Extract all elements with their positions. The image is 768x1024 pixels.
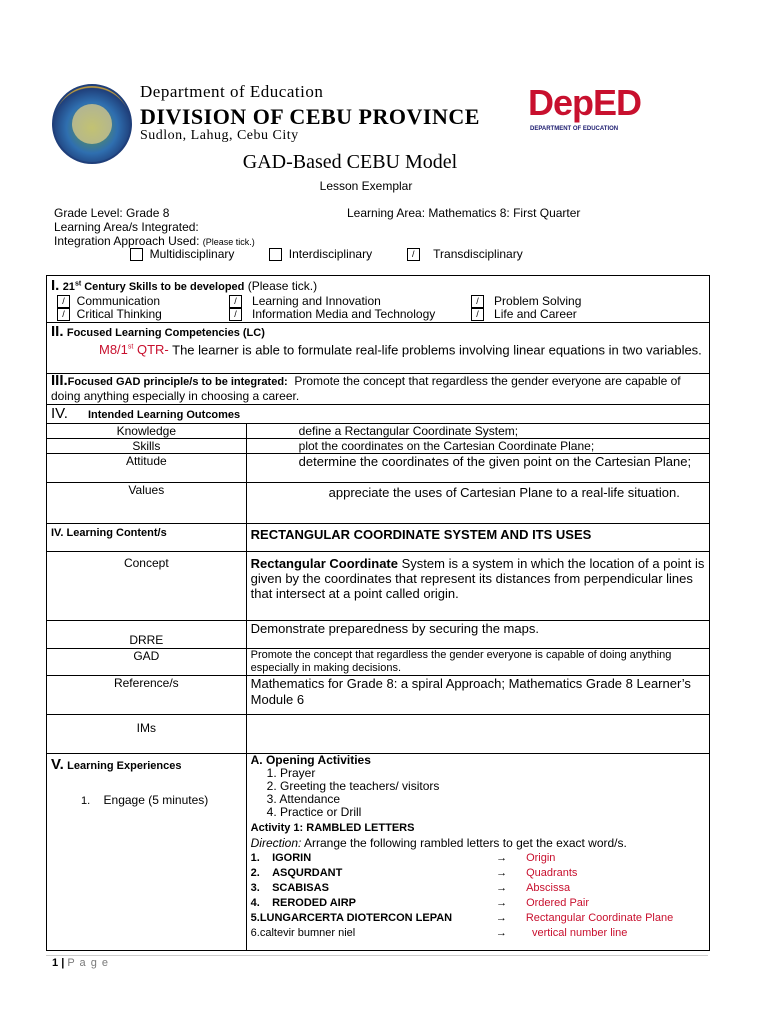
outcome-text: determine the coordinates of the given point on the Cartesian Plane;: [246, 454, 709, 483]
concept-label: Concept: [47, 552, 247, 621]
outcome-text: define a Rectangular Coordinate System;: [246, 424, 709, 439]
checkbox-info-media-tech[interactable]: /: [229, 308, 242, 321]
learning-area: Learning Area: Mathematics 8: First Quarter: [347, 206, 581, 220]
gad-text: Promote the concept that regardless the gender everyone is capable of doing anything especially in making decisions.: [246, 649, 709, 676]
outcome-label: Knowledge: [47, 424, 247, 439]
footer-divider: [46, 955, 708, 956]
drre-text: Demonstrate preparedness by securing the maps.: [246, 621, 709, 649]
approach-options: Multidisciplinary Interdisciplinary / Transdisciplinary: [130, 247, 523, 261]
checkbox-communication[interactable]: /: [57, 295, 70, 308]
section-gad-principle: III.Focused GAD principle/s to be integrated: Promote the concept that regardless the gender everyone are capable of doing anything especially in choosing a career.: [47, 374, 710, 405]
checkbox-problem-solving[interactable]: /: [471, 295, 484, 308]
section-skills: I. 21st Century Skills to be developed (Please tick.) / Communication / Learning and Innovation / Problem Solving / Critical Thinking / Information Media and Technology / Life and Career: [47, 276, 710, 323]
section-competencies: II. Focused Learning Competencies (LC) M8/1st QTR- The learner is able to formulate real-life problems involving linear equations in two variables.: [47, 323, 710, 374]
rambled-row: 3. SCABISAS → Abscissa: [250, 882, 571, 894]
lesson-table: [46, 275, 710, 951]
activity-direction: Direction: Arrange the following rambled letters to get the exact word/s.: [250, 836, 627, 850]
division-heading: DIVISION OF CEBU PROVINCE: [140, 104, 480, 129]
outcome-text: appreciate the uses of Cartesian Plane to a real-life situation.: [246, 483, 709, 524]
checkbox-transdisciplinary[interactable]: /: [407, 248, 420, 261]
content-label: IV. Learning Content/s: [47, 524, 247, 552]
page-title: GAD-Based CEBU Model: [242, 151, 458, 173]
checkbox-interdisciplinary[interactable]: [269, 248, 282, 261]
outcome-text: plot the coordinates on the Cartesian Coordinate Plane;: [246, 439, 709, 454]
experiences-label: V. Learning Experiences 1. Engage (5 minutes): [47, 754, 247, 951]
content-heading: RECTANGULAR COORDINATE SYSTEM AND ITS USES: [246, 524, 709, 552]
opening-item: 2. Greeting the teachers/ visitors: [266, 779, 440, 793]
page-footer: 1 | P a g e: [52, 957, 109, 969]
checkbox-multidisciplinary[interactable]: [130, 248, 143, 261]
outcome-label: Values: [47, 483, 247, 524]
ims-text: [246, 715, 709, 754]
gad-label: GAD: [47, 649, 247, 676]
division-address: Sudlon, Lahug, Cebu City: [140, 128, 299, 143]
drre-label: DRRE: [47, 621, 247, 649]
reference-label: Reference/s: [47, 676, 247, 715]
activity-title: Activity 1: RAMBLED LETTERS: [250, 822, 415, 834]
approach-label: Integration Approach Used: (Please tick.): [54, 234, 255, 248]
checkbox-critical-thinking[interactable]: /: [57, 308, 70, 321]
opening-item: 1. Prayer: [266, 766, 316, 780]
section-outcomes: IV. Intended Learning Outcomes: [47, 405, 710, 424]
concept-text: Rectangular Coordinate System is a system in which the location of a point is given by the coordinates that represent its distances from perpendicular lines that intersect at a point called origin.: [246, 552, 709, 621]
rambled-row: 2. ASQURDANT → Quadrants: [250, 867, 578, 879]
ims-label: IMs: [47, 715, 247, 754]
page-subtitle: Lesson Exemplar: [319, 179, 413, 193]
opening-item: 3. Attendance: [266, 792, 341, 806]
grade-level: Grade Level: Grade 8: [54, 206, 170, 220]
areas-integrated: Learning Area/s Integrated:: [54, 220, 199, 234]
checkbox-life-career[interactable]: /: [471, 308, 484, 321]
checkbox-learning-innovation[interactable]: /: [229, 295, 242, 308]
opening-item: 4. Practice or Drill: [266, 805, 362, 819]
rambled-row: 5.LUNGARCERTA DIOTERCON LEPAN → Rectangular Coordinate Plane: [250, 912, 674, 924]
outcome-label: Attitude: [47, 454, 247, 483]
experiences-body: A. Opening Activities 1. Prayer 2. Greeting the teachers/ visitors 3. Attendance 4. Practice or Drill Activity 1: RAMBLED LETTERS Direction: Arrange the following rambled letters to get the exact word/s. 1. IGORIN → Origin 2. ASQURDANT → Quadrants 3. SCABISAS → Abscissa 4. RERODED AIRP → Ordered Pair 5.LUNGARCERTA DIOTERCON LEPAN → Rectangular Coordinate Plane 6.caltevir bumner niel → vertical number line: [246, 754, 709, 951]
department-heading: Department of Education: [140, 82, 324, 101]
rambled-row: 6.caltevir bumner niel → vertical number line: [250, 927, 628, 939]
rambled-row: 1. IGORIN → Origin: [250, 852, 556, 864]
outcome-label: Skills: [47, 439, 247, 454]
reference-text: Mathematics for Grade 8: a spiral Approach; Mathematics Grade 8 Learner’s Module 6: [246, 676, 709, 715]
deped-logo: DepED DEPARTMENT OF EDUCATION: [528, 82, 642, 132]
rambled-row: 4. RERODED AIRP → Ordered Pair: [250, 897, 590, 909]
